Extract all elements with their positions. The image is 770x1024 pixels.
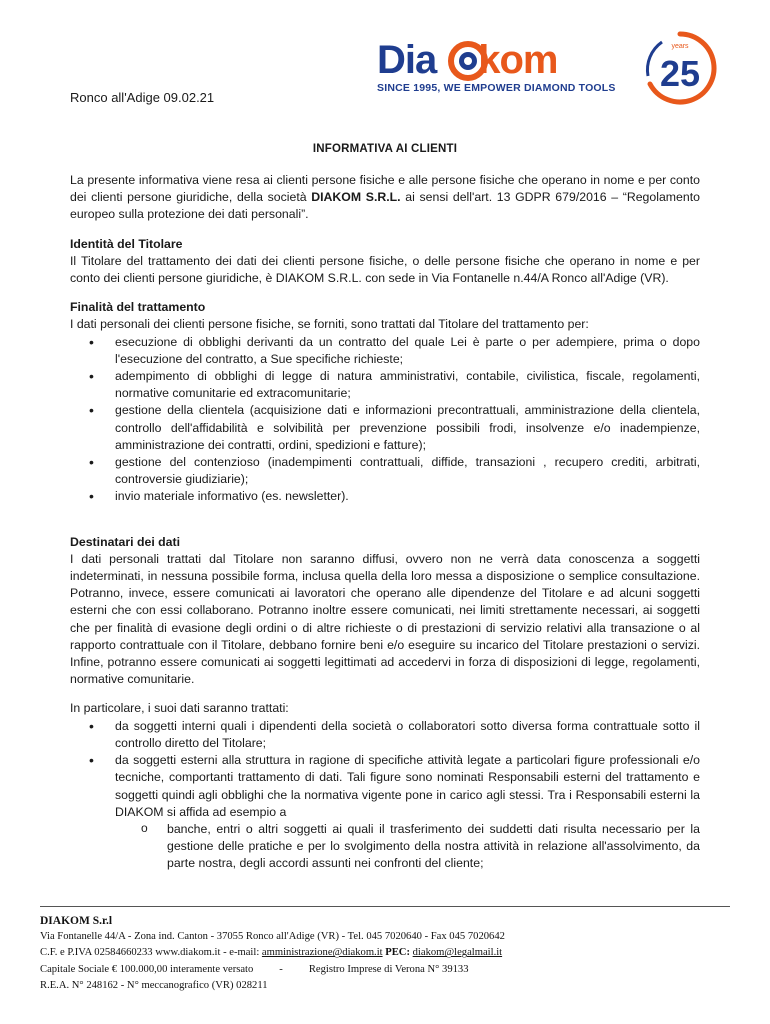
list-item: o banche, entri o altri soggetti ai quali il trasferimento dei suddetti dati risulta necessario per la gestione delle pratiche e per lo svolgimento della nostra attività in relazione all'assolvimento, da parte nostra, degli accordi assunti nei confronti del cliente; — [167, 821, 700, 873]
document-title: INFORMATIVA AI CLIENTI — [312, 143, 458, 155]
destinatari-list — [70, 718, 700, 821]
footer-capital-text: Capitale Sociale € 100.000,00 interamente versato — [40, 963, 254, 975]
anniversary-badge-icon — [640, 28, 720, 108]
list-item: • gestione della clientela (acquisizione dati e informazioni precontrattuali, amministrazione della clientela, controllo dell'affidabilità e solvibilità per prevenzione possibili frodi, insolvenze e/o inadempienze, amministrazione dei contratti, ordini, spedizioni e fatture); — [115, 402, 700, 454]
footer-separator: - — [279, 963, 283, 975]
destinatari-heading: Destinatari dei dati — [70, 534, 181, 549]
destinatari-sub-list — [70, 821, 700, 873]
diamond-disc-icon — [448, 41, 488, 81]
titolare-heading: Identità del Titolare — [70, 236, 183, 251]
footer-registry: Registro Imprese di Verona N° 39133 — [308, 963, 469, 975]
destinatari-text: I dati personali trattati dal Titolare non saranno diffusi, ovvero non ne verrà data conoscenza a soggetti indeterminati, in nessuna possibile forma, inclusa quella della loro messa a disposizione o semplice consultazione. Potranno, invece, essere comunicati ai lavoratori che operano alle dipendenze del Titolare e ad alcuni soggetti esterni che con essi collaborano. Potranno inoltre essere comunicati, nei limiti strettamente necessari, ai soggetti che per finalità di evasione degli ordini o di altre richieste o di prestazioni di servizio relativi alla transazione o al rapporto contrattuale con il Titolare, debbano fornire beni e/o eseguire su incarico del Titolare prestazioni o servizi. Infine, potranno essere comunicati ai soggetti legittimati ad accedervi in forza di disposizioni di legge, regolamenti, normative comunitarie. — [70, 551, 700, 687]
footer-company: DIAKOM S.r.l — [40, 915, 113, 927]
footer — [40, 913, 730, 994]
diakom-logo — [375, 36, 635, 96]
list-item: • adempimento di obblighi di legge di natura amministrativi, contabile, civilistica, fiscale, regolamenti, normative comunitarie ed extracomunitarie; — [115, 368, 700, 402]
intro-text-b: ai sensi dell'art. 13 GDPR 679/2016 – “Regolamento europeo sulla protezione dei dati personali”. — [70, 190, 700, 222]
footer-divider — [40, 906, 730, 907]
list-item: • gestione del contenzioso (inadempimenti contrattuali, diffide, transazioni , recupero crediti, arbitrati, controversie giudiziarie); — [115, 454, 700, 488]
finalita-heading: Finalità del trattamento — [70, 300, 206, 315]
footer-rea: R.E.A. N° 248162 - N° meccanografico (VR) 028211 — [40, 979, 268, 991]
intro-paragraph — [70, 172, 700, 224]
document-date: Ronco all'Adige 09.02.21 — [70, 90, 215, 105]
footer-vat: C.F. e P.IVA 02584660233 www.diakom.it - e-mail: — [40, 947, 262, 959]
badge-number: 25 — [659, 53, 701, 94]
finalita-lead: I dati personali dei clienti persone fisiche, se forniti, sono trattati dal Titolare del trattamento per: — [70, 317, 589, 332]
footer-pec-link[interactable]: diakom@legalmail.it — [412, 947, 503, 959]
logo-text-right: kom — [478, 38, 558, 82]
list-item: • da soggetti esterni alla struttura in ragione di specifiche attività legate a particolari figure professionali e/o tecniche, comportanti trattamento di dati. Tali figure sono nominati Responsabili esterni del trattamento e soggetti quindi agli obblighi che la normativa vigente pone in carico agli stessi. Tra i Responsabili esterni la DIAKOM si affida ad esempio a — [115, 752, 700, 821]
intro-text-a: La presente informativa viene resa ai clienti persone fisiche e alle persone fisiche che operano in nome e per conto dei clienti persone giuridiche, della società — [70, 173, 700, 205]
footer-capital — [40, 962, 730, 978]
footer-address: Via Fontanelle 44/A - Zona ind. Canton - 37055 Ronco all'Adige (VR) - Tel. 045 7020640 - Fax 045 7020642 — [40, 931, 505, 943]
logo-text-left: Dia — [377, 38, 437, 82]
list-item: • da soggetti interni quali i dipendenti della società o collaboratori sotto diversa forma contrattuale sotto il controllo diretto del Titolare; — [115, 718, 700, 752]
logo-tagline: SINCE 1995, WE EMPOWER DIAMOND TOOLS — [377, 82, 616, 94]
finalita-list — [70, 334, 700, 506]
titolare-text: Il Titolare del trattamento dei dati dei clienti persone fisiche, o delle persone fisiche che operano in nome e per conto dei clienti persone giuridiche, è DIAKOM S.R.L. con sede in Via Fontanelle n.44/A Ronco all'Adige (VR). — [70, 253, 700, 286]
document-body — [70, 172, 700, 873]
intro-company: DIAKOM S.R.L. — [311, 190, 401, 205]
list-item: • invio materiale informativo (es. newsletter). — [115, 488, 700, 505]
footer-pec-label: PEC: — [385, 947, 410, 959]
footer-email-link[interactable]: amministrazione@diakom.it — [261, 947, 383, 959]
footer-contacts — [40, 945, 730, 961]
particolare-text: In particolare, i suoi dati saranno trattati: — [70, 701, 289, 716]
list-item: • esecuzione di obblighi derivanti da un contratto del quale Lei è parte o per adempiere, prima o dopo l'esecuzione del contratto, a Sue specifiche richieste; — [115, 334, 700, 368]
badge-years-label: years — [671, 43, 689, 50]
